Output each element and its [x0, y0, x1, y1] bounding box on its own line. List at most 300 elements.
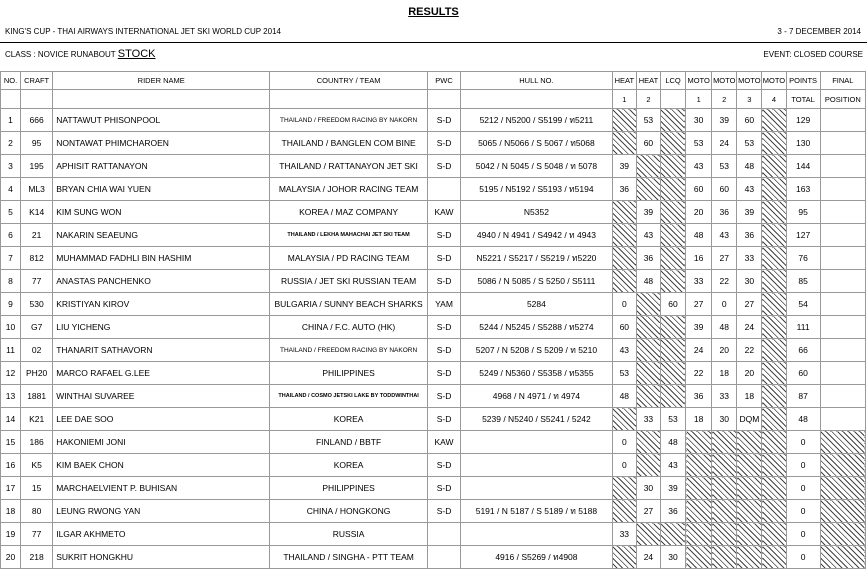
row-lcq	[660, 201, 685, 224]
row-pwc: S-D	[427, 109, 460, 132]
row-pwc: S-D	[427, 316, 460, 339]
row-final-position	[820, 431, 865, 454]
row-lcq	[660, 109, 685, 132]
row-moto-4	[762, 201, 786, 224]
row-moto-1: 27	[686, 293, 712, 316]
event-dates: 3 - 7 DECEMBER 2014	[777, 27, 861, 36]
row-moto-4	[762, 385, 786, 408]
row-total: 0	[786, 546, 820, 569]
row-moto-2: 20	[712, 339, 737, 362]
row-moto-3: 60	[737, 109, 762, 132]
row-heat-2: 27	[636, 500, 660, 523]
row-rider: THANARIT SATHAVORN	[53, 339, 270, 362]
row-no: 13	[1, 385, 21, 408]
row-country: PHILIPPINES	[270, 477, 428, 500]
row-rider: APHISIT RATTANAYON	[53, 155, 270, 178]
row-total: 127	[786, 224, 820, 247]
row-heat-2	[636, 178, 660, 201]
row-moto-2	[712, 454, 737, 477]
table-row	[1, 408, 866, 431]
row-hull: N5221 / S5217 / S5219 / ท5220	[461, 247, 613, 270]
row-moto-2: 0	[712, 293, 737, 316]
row-hull: 5212 / N5200 / S5199 / ท5211	[461, 109, 613, 132]
row-moto-1	[686, 477, 712, 500]
row-moto-2: 43	[712, 224, 737, 247]
row-country: THAILAND / COSMO JETSKI LAKE BY TODDWINTHAI	[270, 385, 428, 408]
row-craft: 15	[21, 477, 53, 500]
row-lcq	[660, 132, 685, 155]
row-heat-2: 24	[636, 546, 660, 569]
row-total: 111	[786, 316, 820, 339]
subheader-row	[1, 90, 866, 109]
row-heat-1	[612, 132, 636, 155]
row-moto-1: 22	[686, 362, 712, 385]
col-heat-2: HEAT	[636, 72, 660, 90]
row-lcq: 48	[660, 431, 685, 454]
row-rider: KRISTIYAN KIROV	[53, 293, 270, 316]
sub-total: TOTAL	[786, 90, 820, 109]
row-moto-3: 22	[737, 339, 762, 362]
row-rider: LEUNG RWONG YAN	[53, 500, 270, 523]
row-heat-1	[612, 247, 636, 270]
row-moto-4	[762, 523, 786, 546]
row-lcq: 60	[660, 293, 685, 316]
row-heat-2: 36	[636, 247, 660, 270]
row-moto-3	[737, 431, 762, 454]
row-lcq: 53	[660, 408, 685, 431]
row-country: PHILIPPINES	[270, 362, 428, 385]
row-lcq	[660, 270, 685, 293]
row-heat-1: 0	[612, 293, 636, 316]
row-moto-4	[762, 270, 786, 293]
row-hull: 4968 / N 4971 / ท 4974	[461, 385, 613, 408]
row-lcq	[660, 178, 685, 201]
row-lcq	[660, 224, 685, 247]
row-no: 8	[1, 270, 21, 293]
row-moto-2: 24	[712, 132, 737, 155]
row-hull	[461, 523, 613, 546]
row-country: THAILAND / FREEDOM RACING BY NAKORN	[270, 339, 428, 362]
row-heat-1	[612, 201, 636, 224]
row-moto-4	[762, 339, 786, 362]
table-row	[1, 546, 866, 569]
row-craft: 77	[21, 270, 53, 293]
row-moto-4	[762, 408, 786, 431]
row-hull: N5352	[461, 201, 613, 224]
row-total: 144	[786, 155, 820, 178]
table-row	[1, 155, 866, 178]
row-final-position	[820, 178, 865, 201]
row-moto-1: 16	[686, 247, 712, 270]
row-heat-2	[636, 293, 660, 316]
col-moto-4: MOTO	[762, 72, 786, 90]
row-moto-2: 27	[712, 247, 737, 270]
row-heat-2: 53	[636, 109, 660, 132]
row-final-position	[820, 362, 865, 385]
row-moto-4	[762, 316, 786, 339]
table-row	[1, 132, 866, 155]
col-pwc: PWC	[427, 72, 460, 90]
row-no: 9	[1, 293, 21, 316]
row-moto-3: 24	[737, 316, 762, 339]
row-moto-2: 18	[712, 362, 737, 385]
row-country: CHINA / F.C. AUTO (HK)	[270, 316, 428, 339]
row-hull: 5284	[461, 293, 613, 316]
row-pwc	[427, 546, 460, 569]
sub-heat-2: 2	[636, 90, 660, 109]
row-lcq	[660, 523, 685, 546]
row-pwc: KAW	[427, 431, 460, 454]
row-total: 87	[786, 385, 820, 408]
table-row	[1, 316, 866, 339]
row-no: 3	[1, 155, 21, 178]
row-moto-1: 24	[686, 339, 712, 362]
row-heat-2	[636, 454, 660, 477]
row-craft: K14	[21, 201, 53, 224]
row-moto-3: 36	[737, 224, 762, 247]
row-moto-4	[762, 293, 786, 316]
col-hull: HULL NO.	[461, 72, 613, 90]
row-craft: G7	[21, 316, 53, 339]
row-moto-2	[712, 500, 737, 523]
row-lcq	[660, 247, 685, 270]
row-moto-1	[686, 546, 712, 569]
row-moto-2	[712, 431, 737, 454]
row-no: 7	[1, 247, 21, 270]
row-total: 129	[786, 109, 820, 132]
row-final-position	[820, 270, 865, 293]
row-no: 18	[1, 500, 21, 523]
row-country: MALAYSIA / PD RACING TEAM	[270, 247, 428, 270]
row-hull	[461, 431, 613, 454]
row-country: KOREA / MAZ COMPANY	[270, 201, 428, 224]
row-heat-2: 39	[636, 201, 660, 224]
row-craft: K21	[21, 408, 53, 431]
class-name: STOCK	[117, 48, 156, 60]
row-country: BULGARIA / SUNNY BEACH SHARKS	[270, 293, 428, 316]
row-moto-2: 33	[712, 385, 737, 408]
row-heat-2: 48	[636, 270, 660, 293]
row-no: 2	[1, 132, 21, 155]
row-lcq	[660, 316, 685, 339]
col-points: POINTS	[786, 72, 820, 90]
row-heat-1: 60	[612, 316, 636, 339]
row-heat-1	[612, 270, 636, 293]
row-moto-3: 18	[737, 385, 762, 408]
row-final-position	[820, 109, 865, 132]
row-moto-3: 33	[737, 247, 762, 270]
row-heat-1: 33	[612, 523, 636, 546]
row-heat-1	[612, 500, 636, 523]
row-heat-1: 0	[612, 431, 636, 454]
row-moto-1: 20	[686, 201, 712, 224]
col-heat-1: HEAT	[612, 72, 636, 90]
row-hull: 5065 / N5066 / S 5067 / ท5068	[461, 132, 613, 155]
row-heat-1	[612, 546, 636, 569]
row-moto-3: 39	[737, 201, 762, 224]
row-total: 48	[786, 408, 820, 431]
row-rider: NATTAWUT PHISONPOOL	[53, 109, 270, 132]
row-pwc: S-D	[427, 362, 460, 385]
row-craft: 530	[21, 293, 53, 316]
row-moto-3: 30	[737, 270, 762, 293]
row-moto-4	[762, 132, 786, 155]
row-moto-2: 53	[712, 155, 737, 178]
row-rider: SUKRIT HONGKHU	[53, 546, 270, 569]
row-rider: LIU YICHENG	[53, 316, 270, 339]
row-hull: 5086 / N 5085 / S 5250 / S5111	[461, 270, 613, 293]
table-row	[1, 477, 866, 500]
page-title: RESULTS	[408, 6, 459, 18]
row-moto-4	[762, 362, 786, 385]
row-moto-3	[737, 546, 762, 569]
table-row	[1, 431, 866, 454]
table-row	[1, 247, 866, 270]
row-heat-2	[636, 523, 660, 546]
row-country: RUSSIA / JET SKI RUSSIAN TEAM	[270, 270, 428, 293]
row-final-position	[820, 201, 865, 224]
row-hull: 4916 / S5269 / ท4908	[461, 546, 613, 569]
row-rider: ANASTAS PANCHENKO	[53, 270, 270, 293]
row-moto-1: 48	[686, 224, 712, 247]
row-moto-2: 30	[712, 408, 737, 431]
row-country: THAILAND / BANGLEN COM BINE	[270, 132, 428, 155]
row-lcq	[660, 385, 685, 408]
sub-heat-1: 1	[612, 90, 636, 109]
row-no: 11	[1, 339, 21, 362]
row-moto-2	[712, 477, 737, 500]
row-heat-2: 30	[636, 477, 660, 500]
row-moto-3: 27	[737, 293, 762, 316]
row-total: 60	[786, 362, 820, 385]
row-final-position	[820, 132, 865, 155]
row-heat-1	[612, 109, 636, 132]
row-moto-2: 36	[712, 201, 737, 224]
row-moto-2	[712, 523, 737, 546]
table-row	[1, 293, 866, 316]
row-rider: KIM BAEK CHON	[53, 454, 270, 477]
row-pwc: YAM	[427, 293, 460, 316]
row-moto-3: DQM	[737, 408, 762, 431]
row-moto-4	[762, 431, 786, 454]
row-rider: NONTAWAT PHIMCHAROEN	[53, 132, 270, 155]
row-rider: MARCO RAFAEL G.LEE	[53, 362, 270, 385]
row-no: 19	[1, 523, 21, 546]
row-lcq	[660, 155, 685, 178]
table-row	[1, 178, 866, 201]
row-final-position	[820, 155, 865, 178]
row-country: THAILAND / RATTANAYON JET SKI	[270, 155, 428, 178]
col-craft: CRAFT	[21, 72, 53, 90]
row-moto-1: 53	[686, 132, 712, 155]
row-rider: KIM SUNG WON	[53, 201, 270, 224]
row-moto-4	[762, 178, 786, 201]
row-hull: 5207 / N 5208 / S 5209 / ท 5210	[461, 339, 613, 362]
row-total: 0	[786, 477, 820, 500]
sub-moto-1: 1	[686, 90, 712, 109]
row-rider: HAKONIEMI JONI	[53, 431, 270, 454]
row-country: THAILAND / SINGHA - PTT TEAM	[270, 546, 428, 569]
row-country: THAILAND / FREEDOM RACING BY NAKORN	[270, 109, 428, 132]
row-moto-1: 18	[686, 408, 712, 431]
row-heat-2: 33	[636, 408, 660, 431]
row-moto-2	[712, 546, 737, 569]
row-moto-4	[762, 454, 786, 477]
row-craft: 77	[21, 523, 53, 546]
table-row	[1, 201, 866, 224]
row-heat-2	[636, 385, 660, 408]
row-heat-2	[636, 316, 660, 339]
row-moto-4	[762, 247, 786, 270]
row-pwc: S-D	[427, 385, 460, 408]
row-moto-1: 36	[686, 385, 712, 408]
row-rider: WINTHAI SUVAREE	[53, 385, 270, 408]
row-pwc: S-D	[427, 270, 460, 293]
row-craft: 95	[21, 132, 53, 155]
row-country: THAILAND / LEKHA MAHACHAI JET SKI TEAM	[270, 224, 428, 247]
table-row	[1, 109, 866, 132]
row-rider: BRYAN CHIA WAI YUEN	[53, 178, 270, 201]
row-no: 17	[1, 477, 21, 500]
row-total: 0	[786, 500, 820, 523]
row-hull	[461, 477, 613, 500]
row-hull: 5042 / N 5045 / S 5048 / ท 5078	[461, 155, 613, 178]
row-moto-3	[737, 477, 762, 500]
row-moto-3: 43	[737, 178, 762, 201]
row-hull: 5195 / N5192 / S5193 / ท5194	[461, 178, 613, 201]
row-craft: PH20	[21, 362, 53, 385]
row-heat-1	[612, 224, 636, 247]
row-rider: NAKARIN SEAEUNG	[53, 224, 270, 247]
col-country: COUNTRY / TEAM	[270, 72, 428, 90]
row-no: 6	[1, 224, 21, 247]
row-total: 0	[786, 523, 820, 546]
row-moto-1	[686, 500, 712, 523]
row-moto-3: 53	[737, 132, 762, 155]
row-craft: K5	[21, 454, 53, 477]
row-hull	[461, 454, 613, 477]
row-moto-4	[762, 155, 786, 178]
row-rider: ILGAR AKHMETO	[53, 523, 270, 546]
row-total: 0	[786, 431, 820, 454]
row-heat-1: 39	[612, 155, 636, 178]
row-final-position	[820, 316, 865, 339]
col-moto-2: MOTO	[712, 72, 737, 90]
row-pwc	[427, 523, 460, 546]
sub-position: POSITION	[820, 90, 865, 109]
row-moto-1: 43	[686, 155, 712, 178]
row-country: KOREA	[270, 408, 428, 431]
table-row	[1, 270, 866, 293]
row-lcq: 43	[660, 454, 685, 477]
table-row	[1, 224, 866, 247]
row-heat-1	[612, 408, 636, 431]
row-no: 20	[1, 546, 21, 569]
row-pwc: S-D	[427, 500, 460, 523]
sub-moto-2: 2	[712, 90, 737, 109]
row-final-position	[820, 385, 865, 408]
row-craft: 186	[21, 431, 53, 454]
results-table	[0, 71, 866, 569]
row-moto-4	[762, 546, 786, 569]
table-row	[1, 339, 866, 362]
table-row	[1, 385, 866, 408]
row-country: MALAYSIA / JOHOR RACING TEAM	[270, 178, 428, 201]
row-moto-3: 20	[737, 362, 762, 385]
row-final-position	[820, 523, 865, 546]
row-craft: 666	[21, 109, 53, 132]
row-moto-1: 30	[686, 109, 712, 132]
event-type: EVENT: CLOSED COURSE	[763, 50, 863, 59]
row-no: 15	[1, 431, 21, 454]
table-row	[1, 454, 866, 477]
row-country: CHINA / HONGKONG	[270, 500, 428, 523]
row-moto-1	[686, 523, 712, 546]
row-pwc: S-D	[427, 408, 460, 431]
row-pwc: S-D	[427, 155, 460, 178]
row-moto-4	[762, 224, 786, 247]
row-country: RUSSIA	[270, 523, 428, 546]
row-moto-1	[686, 431, 712, 454]
row-moto-4	[762, 500, 786, 523]
row-hull: 5191 / N 5187 / S 5189 / ท 5188	[461, 500, 613, 523]
row-rider: MUHAMMAD FADHLI BIN HASHIM	[53, 247, 270, 270]
class-label: CLASS : NOVICE RUNABOUT	[5, 50, 116, 59]
table-row	[1, 362, 866, 385]
row-total: 130	[786, 132, 820, 155]
row-moto-2: 39	[712, 109, 737, 132]
row-pwc: S-D	[427, 339, 460, 362]
row-no: 10	[1, 316, 21, 339]
row-heat-1: 53	[612, 362, 636, 385]
row-moto-2: 48	[712, 316, 737, 339]
row-no: 14	[1, 408, 21, 431]
row-pwc: S-D	[427, 477, 460, 500]
row-total: 0	[786, 454, 820, 477]
row-moto-3: 48	[737, 155, 762, 178]
row-lcq	[660, 362, 685, 385]
col-final: FINAL	[820, 72, 865, 90]
row-heat-2: 60	[636, 132, 660, 155]
row-heat-1: 48	[612, 385, 636, 408]
row-hull: 5239 / N5240 / S5241 / 5242	[461, 408, 613, 431]
row-craft: 02	[21, 339, 53, 362]
row-country: KOREA	[270, 454, 428, 477]
row-pwc: S-D	[427, 247, 460, 270]
row-total: 85	[786, 270, 820, 293]
row-hull: 4940 / N 4941 / S4942 / ท 4943	[461, 224, 613, 247]
row-total: 54	[786, 293, 820, 316]
row-rider: LEE DAE SOO	[53, 408, 270, 431]
sub-moto-4: 4	[762, 90, 786, 109]
row-rider: MARCHAELVIENT P. BUHISAN	[53, 477, 270, 500]
row-lcq: 36	[660, 500, 685, 523]
col-lcq: LCQ	[660, 72, 685, 90]
row-moto-1: 60	[686, 178, 712, 201]
event-name: KING'S CUP - THAI AIRWAYS INTERNATIONAL JET SKI WORLD CUP 2014	[5, 27, 281, 36]
row-final-position	[820, 408, 865, 431]
divider	[0, 42, 867, 43]
row-moto-4	[762, 109, 786, 132]
row-heat-1: 0	[612, 454, 636, 477]
row-heat-2	[636, 339, 660, 362]
col-rider: RIDER NAME	[53, 72, 270, 90]
row-no: 1	[1, 109, 21, 132]
row-moto-1: 39	[686, 316, 712, 339]
row-craft: 1881	[21, 385, 53, 408]
row-pwc: KAW	[427, 201, 460, 224]
row-lcq: 39	[660, 477, 685, 500]
